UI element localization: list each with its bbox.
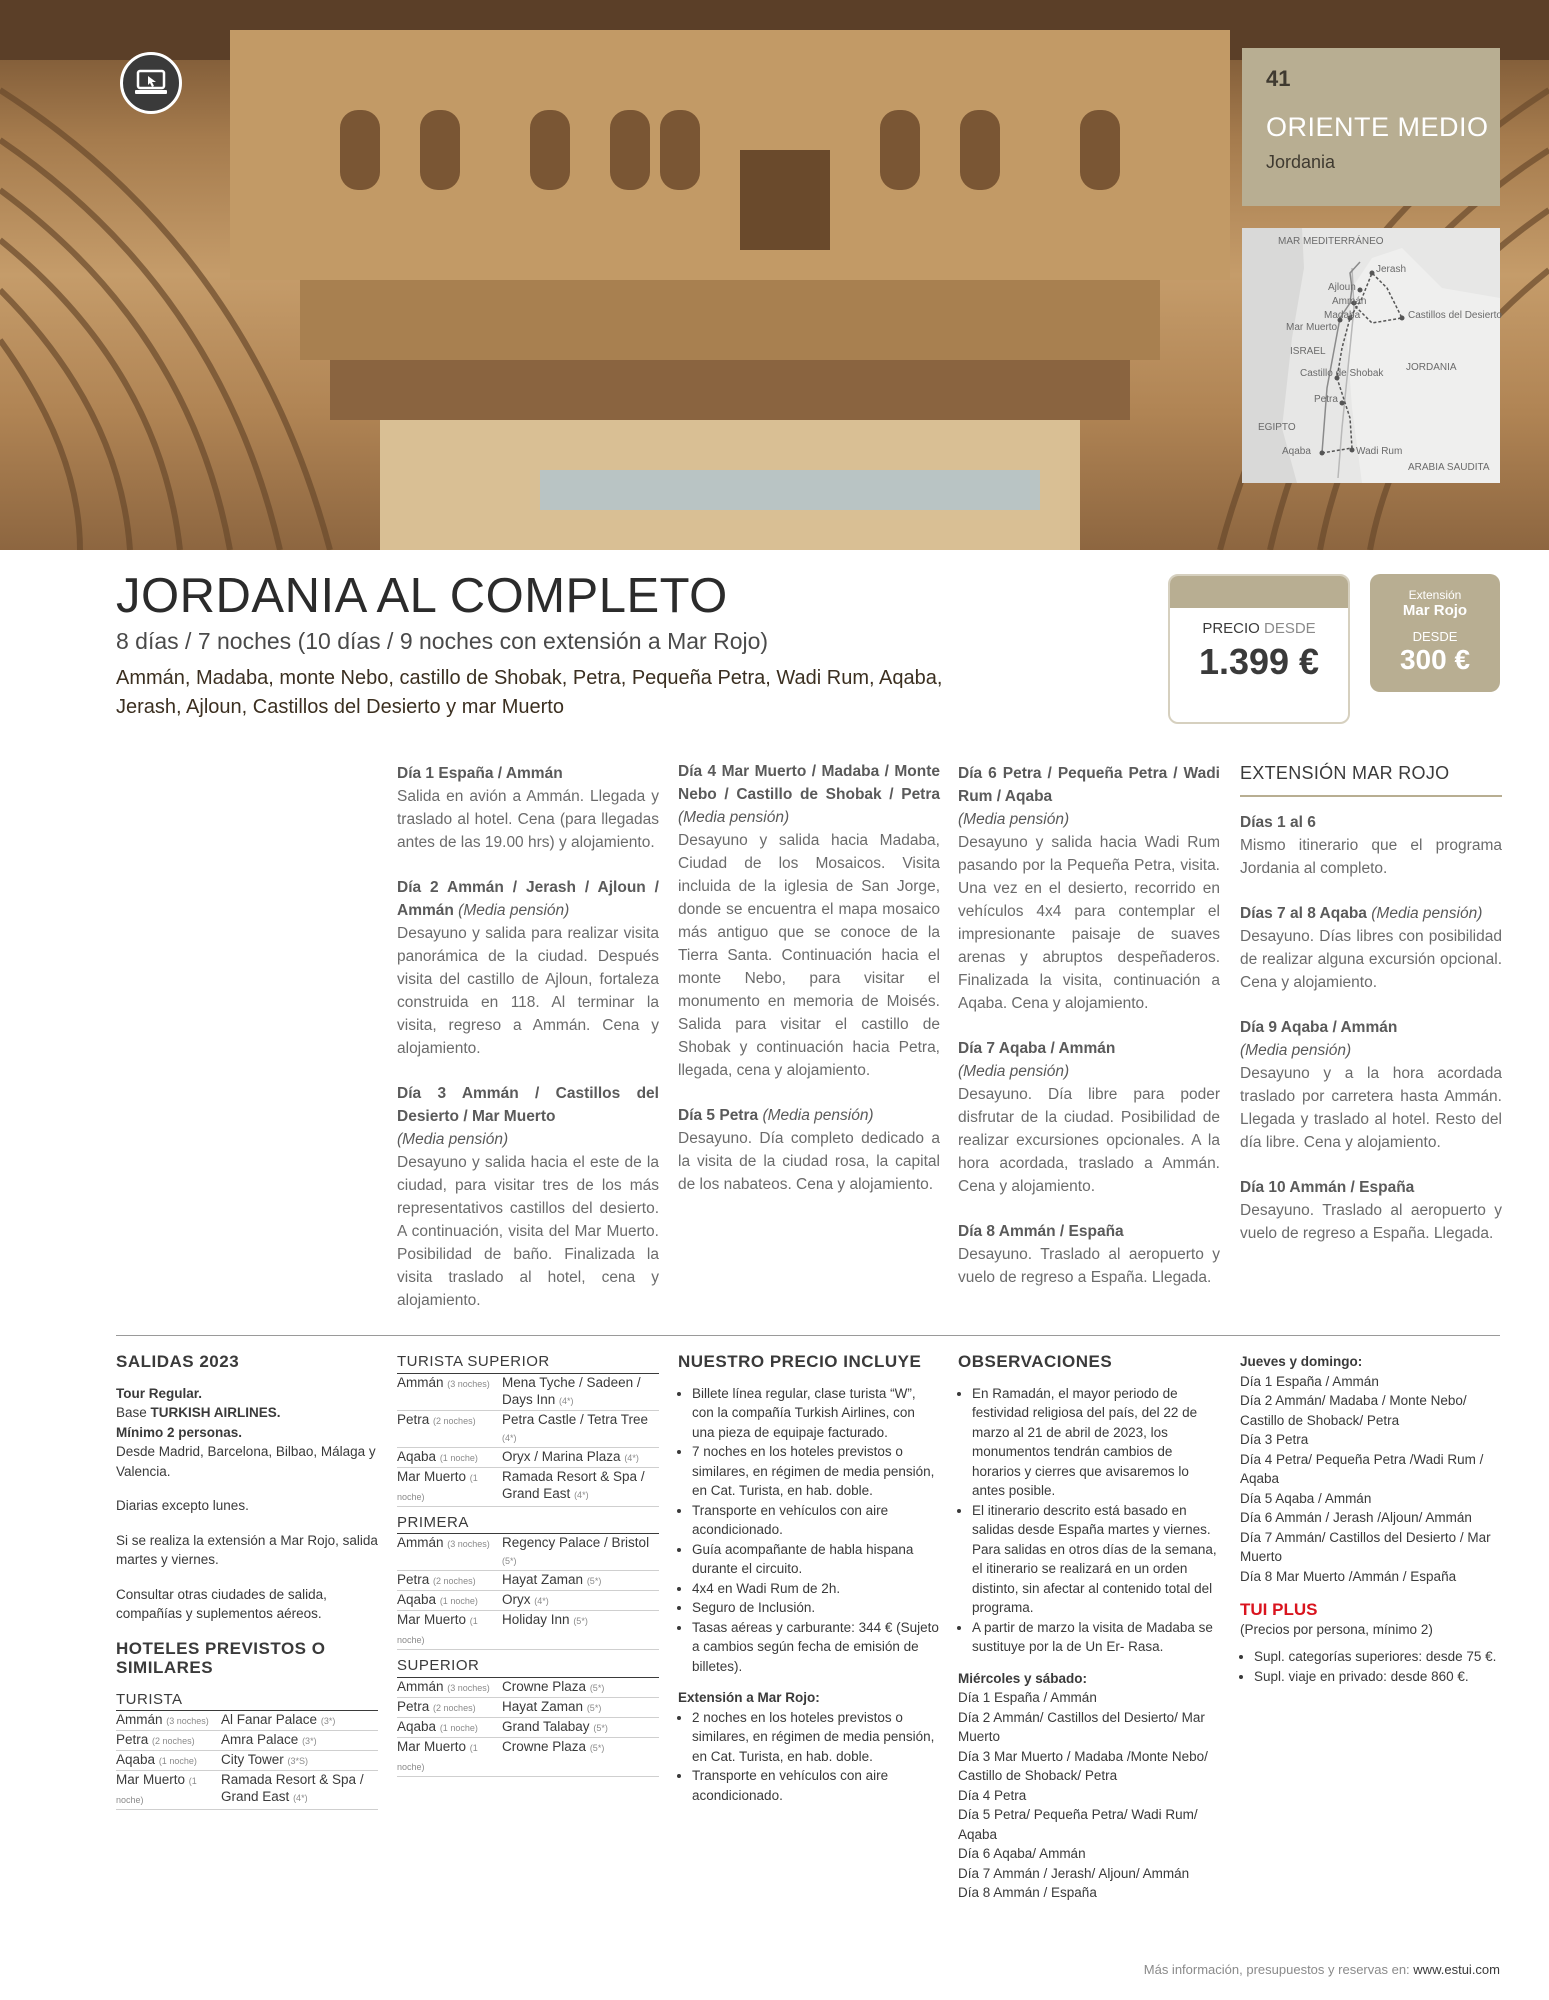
hotel-name: Crowne Plaza xyxy=(502,1738,587,1754)
hotel-name: Ramada Resort & Spa / Grand East xyxy=(221,1772,364,1804)
hotel-city: Aqaba xyxy=(397,1448,437,1464)
hotel-category-stars: (3*) xyxy=(320,1716,336,1726)
hotel-category-stars: (5*) xyxy=(593,1722,608,1733)
observaciones-column xyxy=(958,1352,1220,1903)
hotel-city: Mar Muerto xyxy=(116,1772,186,1787)
map-label: Castillos del Desierto xyxy=(1408,310,1502,321)
hotel-nights: (2 noches) xyxy=(433,1415,476,1426)
hotel-nights: (3 noches) xyxy=(447,1682,490,1693)
day-7: Día 7 Aqaba / Ammán (Media pensión) Desayuno. Día libre para poder disfrutar de la ciudad. Posibilidad de realizar excursiones opcionales. A la hora acordada, traslado a Ammán. Cena y alojamiento. xyxy=(958,1040,1220,1195)
hotel-city: Aqaba xyxy=(397,1718,437,1734)
hotel-name-cell xyxy=(502,1717,659,1737)
hotel-nights: (1 noche) xyxy=(439,1596,478,1606)
hotel-nights: (3 noches) xyxy=(166,1716,209,1726)
hotel-nights: (1 noche) xyxy=(397,1472,478,1502)
hotel-nights: (1 noche) xyxy=(397,1742,478,1772)
extension-name: Mar Rojo xyxy=(1402,602,1468,619)
map-label: Aqaba xyxy=(1282,446,1311,457)
incluye-list xyxy=(678,1384,940,1677)
itinerary-column-1 xyxy=(397,762,659,1334)
hotel-category-stars: (4*) xyxy=(559,1395,574,1406)
hotel-row xyxy=(397,1611,659,1650)
hotel-category-stars: (5*) xyxy=(589,1742,605,1753)
day-2: Día 2 Ammán / Jerash / Ajloun / Ammán (Media pensión) Desayuno y salida para realizar visita panorámica de la ciudad. Después visita del castillo de Ajloun, fortaleza construida en 118. Al terminar la visita, regreso a Ammán. Cena y alojamiento. xyxy=(397,879,659,1057)
map-graphic xyxy=(1242,228,1500,483)
hotel-city: Aqaba xyxy=(116,1752,156,1767)
map-label: ARABIA SAUDITA xyxy=(1408,462,1490,473)
section-divider xyxy=(116,1335,1500,1336)
ms-day-item: Día 8 Ammán / España xyxy=(958,1885,1097,1900)
hotel-row xyxy=(397,1591,659,1611)
hotel-city-cell xyxy=(397,1591,502,1611)
hotel-nights: (2 noches) xyxy=(433,1702,476,1713)
map-label: EGIPTO xyxy=(1258,422,1296,433)
hotel-city-cell xyxy=(397,1571,502,1591)
departure-days: Diarias excepto lunes. xyxy=(116,1498,249,1513)
ext-day-9: Día 9 Aqaba / Ammán (Media pensión) Desayuno y a la hora acordada traslado por carretera hasta Ammán. Llegada y traslado al hotel. Resto del día libre. Cena y alojamiento. xyxy=(1240,1019,1502,1151)
route-map xyxy=(1242,228,1500,483)
hotel-row xyxy=(397,1737,659,1776)
hotel-category: PRIMERA xyxy=(397,1513,659,1535)
footer-text: Más información, presupuestos y reservas en: xyxy=(1143,1962,1410,1977)
jueves-day-item: Día 5 Aqaba / Ammán xyxy=(1240,1490,1372,1506)
hotel-city: Ammán xyxy=(397,1374,444,1390)
online-booking-icon xyxy=(120,52,182,114)
jueves-day-item: Día 3 Petra xyxy=(1240,1432,1309,1447)
incluye-item: • Transporte en vehículos con aire acondicionado. xyxy=(692,1501,940,1540)
map-label: Madaba xyxy=(1324,310,1361,321)
hotel-name-cell xyxy=(221,1751,378,1771)
cities-line: Jerash, Ajloun, Castillos del Desierto y mar Muerto xyxy=(116,696,564,718)
hotel-name: Grand Talabay xyxy=(502,1718,590,1734)
hotel-name-cell xyxy=(502,1410,659,1447)
ext-days-1-6: Días 1 al 6 Mismo itinerario que el programa Jordania al completo. xyxy=(1240,814,1502,877)
hotel-category: SUPERIOR xyxy=(397,1656,659,1678)
hotel-nights: (1 noche) xyxy=(439,1722,478,1733)
hotel-category-stars: (4*) xyxy=(534,1596,549,1606)
jueves-day-item: Día 8 Mar Muerto /Ammán / España xyxy=(1240,1568,1457,1584)
map-label: Petra xyxy=(1314,394,1338,405)
hotel-row xyxy=(116,1731,378,1751)
hotel-nights: (2 noches) xyxy=(433,1576,476,1586)
hotel-name-cell xyxy=(502,1737,659,1776)
trip-duration: 8 días / 7 noches (10 días / 9 noches con extensión a Mar Rojo) xyxy=(116,628,769,654)
hotel-name-cell xyxy=(221,1731,378,1751)
hotel-nights: (1 noche) xyxy=(116,1776,197,1805)
observacion-item: • A partir de marzo la visita de Madaba se sustituye por la de Un Er- Rasa. xyxy=(972,1618,1220,1657)
hotel-row xyxy=(397,1571,659,1591)
hotel-city-cell xyxy=(397,1611,502,1650)
hotel-nights: (3 noches) xyxy=(447,1378,490,1389)
hotel-nights: (1 noche) xyxy=(439,1452,478,1463)
incluye-ext-item: • 2 noches en los hoteles previstos o similares, en régimen de media pensión, en Cat. Turista, en hab. doble. xyxy=(692,1708,940,1767)
ms-day-item: Día 7 Ammán / Jerash/ Aljoun/ Ammán xyxy=(958,1865,1190,1881)
hotel-city-cell xyxy=(397,1697,502,1717)
section-tab xyxy=(1242,48,1500,206)
map-label: Jerash xyxy=(1376,264,1407,275)
price-value: 1.399 € xyxy=(1198,641,1320,682)
hotel-city: Petra xyxy=(397,1698,430,1714)
incluye-item: • Tasas aéreas y carburante: 344 € (Sujeto a cambios según fecha de emisión de billetes). xyxy=(692,1618,940,1677)
hotel-name: Ramada Resort & Spa / Grand East xyxy=(502,1468,645,1501)
extension-title: EXTENSIÓN MAR ROJO xyxy=(1240,762,1502,797)
incluye-ext-title: Extensión a Mar Rojo: xyxy=(678,1690,820,1705)
salidas-title: SALIDAS 2023 xyxy=(116,1352,240,1371)
hotel-city: Mar Muerto xyxy=(397,1738,467,1754)
incluye-column xyxy=(678,1352,940,1805)
day-6: Día 6 Petra / Pequeña Petra / Wadi Rum / Aqaba (Media pensión) Desayuno y salida hacia Wadi Rum pasando por la Pequeña Petra, visita. Una vez en el desierto, recorrido en vehículos 4x4 para contemplar el impresionante paisaje de suaves arenas y abruptos despeñaderos. Finalizada la visita, continuación a Aqaba. Cena y alojamiento. xyxy=(958,765,1220,1012)
footer xyxy=(1144,1962,1500,1977)
hotel-name-cell xyxy=(502,1697,659,1717)
hotel-name: City Tower xyxy=(221,1752,284,1767)
incluye-item: • Billete línea regular, clase turista “W”, con la compañía Turkish Airlines, con una pieza de equipaje facturado. xyxy=(692,1384,940,1443)
hotel-city: Aqaba xyxy=(397,1592,437,1607)
hotel-name-cell xyxy=(502,1571,659,1591)
hotel-name-cell xyxy=(502,1467,659,1506)
trip-title: JORDANIA AL COMPLETO xyxy=(116,569,728,623)
map-label: Ajloun xyxy=(1328,282,1356,293)
price-desde: DESDE xyxy=(1264,620,1316,637)
incluye-ext-item: • Transporte en vehículos con aire acondicionado. xyxy=(692,1766,940,1805)
hotel-row xyxy=(397,1447,659,1467)
hotel-category: TURISTA SUPERIOR xyxy=(397,1352,659,1374)
ms-day-item: Día 5 Petra/ Pequeña Petra/ Wadi Rum/ Aqaba xyxy=(958,1807,1198,1842)
price-label: PRECIO xyxy=(1202,620,1260,637)
extension-price-box xyxy=(1370,574,1500,692)
incluye-item: • Seguro de Inclusión. xyxy=(692,1598,940,1618)
observaciones-title: OBSERVACIONES xyxy=(958,1352,1113,1371)
tui-plus-title: TUI PLUS xyxy=(1240,1600,1318,1619)
hotel-name: Hayat Zaman xyxy=(502,1698,584,1714)
hotel-city: Ammán xyxy=(397,1535,444,1550)
tour-type: Tour Regular. xyxy=(116,1385,203,1401)
hotel-name: Regency Palace / Bristol xyxy=(502,1535,650,1550)
hotel-category-stars: (5*) xyxy=(586,1576,602,1586)
ms-days xyxy=(958,1688,1220,1903)
hotel-name: Amra Palace xyxy=(221,1732,299,1747)
jueves-day-item: Día 7 Ammán/ Castillos del Desierto / Mar Muerto xyxy=(1240,1529,1491,1564)
hotel-city: Petra xyxy=(116,1732,149,1747)
day-1: Día 1 España / Ammán Salida en avión a Ammán. Llegada y traslado al hotel. Cena (para llegadas antes de las 19.00 hrs) y alojamiento. xyxy=(397,765,659,851)
map-label: Castillo de Shobak xyxy=(1300,368,1384,379)
region-title: ORIENTE MEDIO xyxy=(1266,112,1489,142)
jueves-day-item: Día 4 Petra/ Pequeña Petra /Wadi Rum / Aqaba xyxy=(1240,1451,1484,1486)
hotel-city-cell xyxy=(397,1374,502,1411)
map-label: ISRAEL xyxy=(1290,346,1326,357)
price-box xyxy=(1168,574,1350,724)
consult-note: Consultar otras ciudades de salida, compañías y suplementos aéreos. xyxy=(116,1586,327,1621)
hotel-city-cell xyxy=(397,1678,502,1698)
hotel-row xyxy=(116,1711,378,1731)
hotel-category-stars: (3*S) xyxy=(287,1756,309,1766)
tui-plus-item: • Supl. viaje en privado: desde 860 €. xyxy=(1254,1667,1502,1687)
hotel-row xyxy=(397,1467,659,1506)
hotel-row xyxy=(397,1374,659,1411)
map-label: Wadi Rum xyxy=(1356,446,1403,457)
day-8: Día 8 Ammán / España Desayuno. Traslado al aeropuerto y vuelo de regreso a España. Llegada. xyxy=(958,1223,1220,1286)
trip-cities xyxy=(116,664,956,722)
hotel-nights: (3 noches) xyxy=(447,1539,490,1549)
hotel-name: Mena Tyche / Sadeen / Days Inn xyxy=(502,1374,641,1407)
day-3: Día 3 Ammán / Castillos del Desierto / Mar Muerto (Media pensión) Desayuno y salida hacia el este de la ciudad, para visitar tres de los más representativos castillos del desierto. A continuación, visita del Mar Muerto. Posibilidad de baño. Finalizada la visita traslado al hotel, cena y alojamiento. xyxy=(397,1085,659,1309)
day-4: Día 4 Mar Muerto / Madaba / Monte Nebo / Castillo de Shobak / Petra (Media pensión) Desayuno y salida hacia Madaba, Ciudad de los Mosaicos. Visita incluida de la iglesia de San Jorge, donde se encuentra el mapa mosaico más antiguo que se conoce de la Tierra Santa. Continuación hacia el monte Nebo, para visitar el monumento en memoria de Moisés. Salida para visitar el castillo de Shobak y continuación hacia Petra, llegada, cena y alojamiento. xyxy=(678,763,940,1079)
hotel-city-cell xyxy=(397,1410,502,1447)
hotel-nights: (1 noche) xyxy=(158,1756,197,1766)
tui-plus-item: • Supl. categorías superiores: desde 75 €. xyxy=(1254,1647,1502,1667)
jueves-day-item: Día 2 Ammán/ Madaba / Monte Nebo/ Castillo de Shoback/ Petra xyxy=(1240,1393,1467,1428)
extension-label: Extensión xyxy=(1408,588,1462,602)
extension-desde: DESDE xyxy=(1412,629,1458,644)
hotel-name-cell xyxy=(502,1591,659,1611)
hotels-table-superior xyxy=(397,1678,659,1777)
ms-day-item: Día 6 Aqaba/ Ammán xyxy=(958,1846,1086,1861)
map-label: Mar Muerto xyxy=(1286,322,1338,333)
ms-day-item: Día 4 Petra xyxy=(958,1787,1027,1803)
hotel-category-stars: (4*) xyxy=(293,1793,308,1803)
hotel-category-stars: (4*) xyxy=(624,1452,639,1463)
hotel-name-cell xyxy=(502,1534,659,1571)
hotel-name: Oryx / Marina Plaza xyxy=(502,1448,621,1464)
hotel-name: Holiday Inn xyxy=(502,1612,570,1627)
extension-days: Si se realiza la extensión a Mar Rojo, salida martes y viernes. xyxy=(116,1532,378,1567)
jueves-day-item: Día 6 Ammán / Jerash /Aljoun/ Ammán xyxy=(1240,1510,1472,1525)
hotel-row xyxy=(397,1534,659,1571)
hotel-name: Crowne Plaza xyxy=(502,1678,587,1694)
ext-day-10: Día 10 Ammán / España Desayuno. Traslado al aeropuerto y vuelo de regreso a España. Llegada. xyxy=(1240,1179,1502,1242)
hotel-name: Al Fanar Palace xyxy=(221,1712,318,1727)
hotel-city-cell xyxy=(397,1717,502,1737)
hotel-row xyxy=(397,1697,659,1717)
hotel-name: Oryx xyxy=(502,1592,531,1607)
extension-price: 300 € xyxy=(1399,644,1471,675)
ms-day-item: Día 3 Mar Muerto / Madaba /Monte Nebo/ Castillo de Shoback/ Petra xyxy=(958,1748,1208,1783)
hotel-city: Ammán xyxy=(397,1678,444,1694)
ms-day-item: Día 1 España / Ammán xyxy=(958,1690,1097,1705)
jueves-days xyxy=(1240,1372,1502,1587)
observaciones-list xyxy=(958,1384,1220,1657)
incluye-item: • 4x4 en Wadi Rum de 2h. xyxy=(692,1579,940,1599)
observacion-item: • El itinerario descrito está basado en salidas desde España martes y viernes. Para salidas en otros días de la semana, el itinerario se realizará en un orden distinto, sin afectar al contenido total del programa. xyxy=(972,1501,1220,1618)
hotel-city-cell xyxy=(116,1771,221,1810)
incluye-item: • 7 noches en los hoteles previstos o similares, en régimen de media pensión, en Cat. Turista, en hab. doble. xyxy=(692,1442,940,1501)
hotel-name-cell xyxy=(221,1711,378,1731)
hotel-city-cell xyxy=(397,1534,502,1571)
ms-day-item: Día 2 Ammán/ Castillos del Desierto/ Mar Muerto xyxy=(958,1709,1205,1744)
hotel-category-stars: (5*) xyxy=(589,1682,605,1693)
country-subtitle: Jordania xyxy=(1266,152,1336,172)
salidas-column xyxy=(116,1352,378,1810)
hotel-row xyxy=(397,1717,659,1737)
hotel-category-stars: (4*) xyxy=(502,1432,517,1443)
hotel-nights: (1 noche) xyxy=(397,1616,478,1645)
hotel-row xyxy=(116,1771,378,1810)
itinerary-column-2 xyxy=(678,762,940,1218)
hotel-category-stars: (4*) xyxy=(574,1489,589,1500)
departure-cities: Desde Madrid, Barcelona, Bilbao, Málaga y Valencia. xyxy=(116,1444,376,1479)
hotels-table-primera xyxy=(397,1534,659,1650)
hotel-nights: (2 noches) xyxy=(152,1736,195,1746)
hotel-name-cell xyxy=(502,1447,659,1467)
hotel-row xyxy=(397,1678,659,1698)
hotel-row xyxy=(116,1751,378,1771)
jueves-title: Jueves y domingo: xyxy=(1240,1354,1363,1369)
incluye-ext-list xyxy=(678,1708,940,1806)
tui-plus-note: (Precios por persona, mínimo 2) xyxy=(1240,1621,1433,1637)
hotel-category: TURISTA xyxy=(116,1690,378,1712)
page-number: 41 xyxy=(1266,66,1291,91)
hotels-table-turista xyxy=(116,1711,378,1810)
hotel-name-cell xyxy=(502,1678,659,1698)
hotel-category-stars: (5*) xyxy=(573,1616,588,1626)
hotel-city-cell xyxy=(397,1467,502,1506)
hotel-city-cell xyxy=(116,1751,221,1771)
hotels-column xyxy=(397,1352,659,1777)
hotel-city: Petra xyxy=(397,1411,430,1427)
hotel-city: Mar Muerto xyxy=(397,1468,467,1484)
incluye-item: • Guía acompañante de habla hispana durante el circuito. xyxy=(692,1540,940,1579)
hotel-city: Petra xyxy=(397,1572,430,1587)
map-label: MAR MEDITERRÁNEO xyxy=(1278,236,1384,247)
itinerary-column-3 xyxy=(958,762,1220,1311)
hotel-category-stars: (5*) xyxy=(586,1702,602,1713)
extension-column xyxy=(1240,762,1502,1267)
hotel-name: Petra Castle / Tetra Tree xyxy=(502,1411,649,1427)
hotel-name: Hayat Zaman xyxy=(502,1572,584,1587)
cities-line: Ammán, Madaba, monte Nebo, castillo de Shobak, Petra, Pequeña Petra, Wadi Rum, Aqaba, xyxy=(116,667,943,689)
hotel-city: Mar Muerto xyxy=(397,1612,467,1627)
ms-title: Miércoles y sábado: xyxy=(958,1670,1088,1686)
map-label: Ammán xyxy=(1332,296,1367,307)
airline: Base TURKISH AIRLINES. xyxy=(116,1405,281,1420)
footer-link[interactable]: www.estui.com xyxy=(1413,1962,1500,1977)
hotel-name-cell xyxy=(502,1611,659,1650)
hotel-row xyxy=(397,1410,659,1447)
observacion-item: • En Ramadán, el mayor periodo de festividad religiosa del país, del 22 de marzo al 21 de abril de 2023, los monumentos tendrán cambios de horarios y cierres que avisaremos lo antes posible. xyxy=(972,1384,1220,1501)
hotels-table-turista-superior xyxy=(397,1374,659,1507)
map-label: JORDANIA xyxy=(1406,362,1457,373)
incluye-title: NUESTRO PRECIO INCLUYE xyxy=(678,1352,922,1371)
ext-days-7-8: Días 7 al 8 Aqaba (Media pensión) Desayuno. Días libres con posibilidad de realizar alguna excursión opcional. Cena y alojamiento. xyxy=(1240,905,1502,991)
hotel-name-cell xyxy=(221,1771,378,1810)
hotel-name-cell xyxy=(502,1374,659,1411)
hotel-city-cell xyxy=(116,1711,221,1731)
hotel-city-cell xyxy=(397,1447,502,1467)
hotels-title: HOTELES PREVISTOS O SIMILARES xyxy=(116,1638,326,1677)
tui-plus-list xyxy=(1240,1647,1502,1686)
hotel-city-cell xyxy=(397,1737,502,1776)
hotel-category-stars: (5*) xyxy=(502,1556,517,1566)
day-5: Día 5 Petra (Media pensión) Desayuno. Día completo dedicado a la visita de la ciudad rosa, la capital de los nabateos. Cena y alojamiento. xyxy=(678,1107,940,1193)
hotel-city-cell xyxy=(116,1731,221,1751)
minimum: Mínimo 2 personas. xyxy=(116,1424,243,1440)
jueves-day-item: Día 1 España / Ammán xyxy=(1240,1373,1379,1389)
hotel-category-stars: (3*) xyxy=(302,1736,317,1746)
jueves-column xyxy=(1240,1352,1502,1686)
hotel-city: Ammán xyxy=(116,1712,163,1727)
